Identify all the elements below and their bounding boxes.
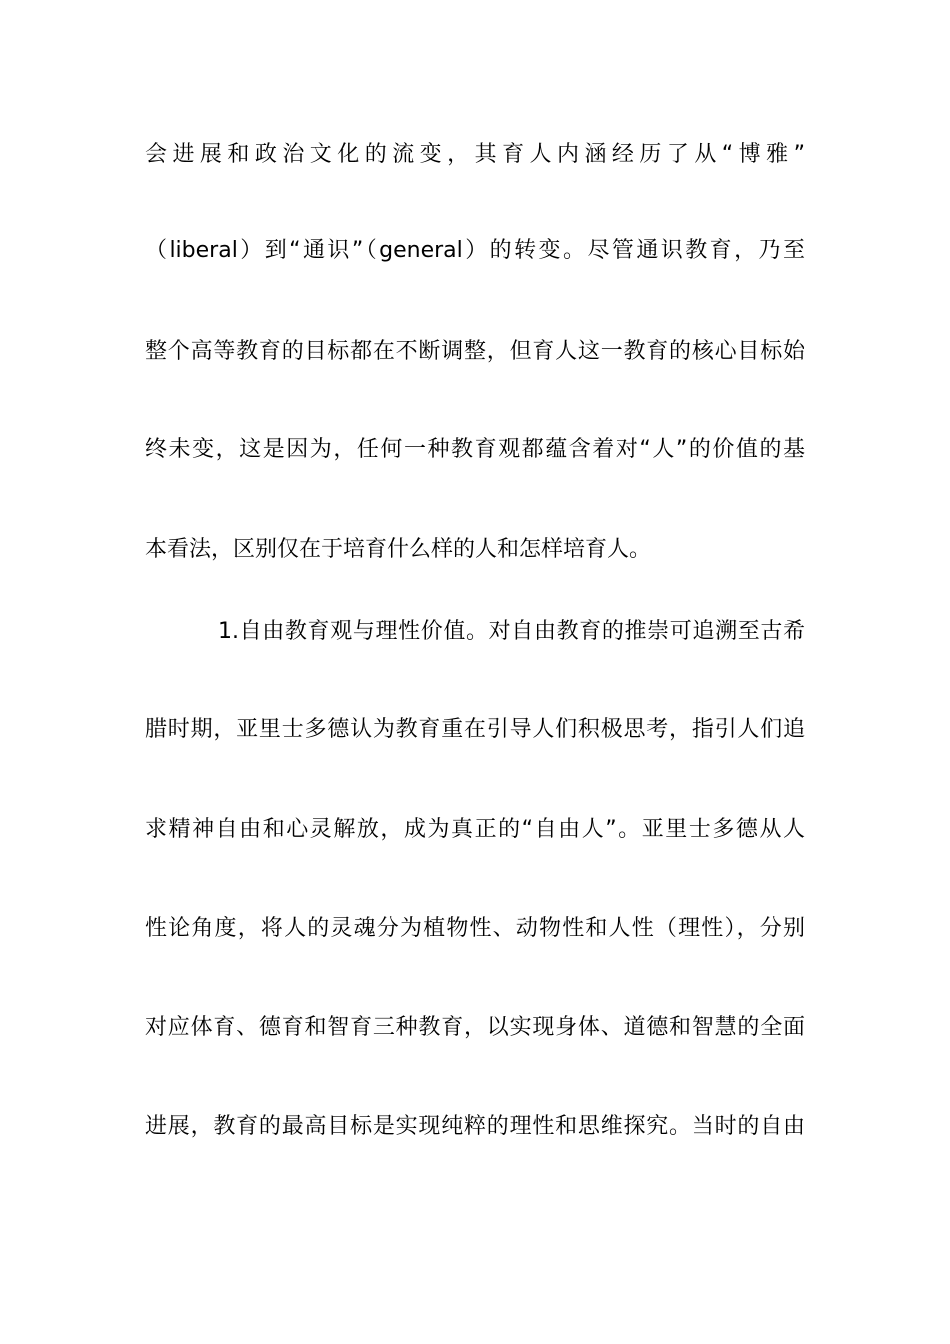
paragraph-line-10: 对应体育、德育和智育三种教育，以实现身体、道德和智慧的全面 — [145, 1015, 805, 1040]
paragraph-line-3: 整个高等教育的目标都在不断调整，但育人这一教育的核心目标始 — [145, 339, 805, 364]
paragraph-line-2: （liberal）到“通识”（general）的转变。尽管通识教育，乃至 — [145, 238, 805, 263]
paragraph-line-4: 终未变，这是因为，任何一种教育观都蕴含着对“人”的价值的基 — [145, 437, 805, 462]
paragraph-line-5: 本看法，区别仅在于培育什么样的人和怎样培育人。 — [145, 537, 652, 562]
paragraph-line-8: 求精神自由和心灵解放，成为真正的“自由人”。亚里士多德从人 — [145, 817, 805, 842]
paragraph-line-6: 1.自由教育观与理性价值。对自由教育的推崇可追溯至古希 — [218, 619, 805, 644]
paragraph-line-7: 腊时期，亚里士多德认为教育重在引导人们积极思考，指引人们追 — [145, 717, 805, 742]
paragraph-line-9: 性论角度，将人的灵魂分为植物性、动物性和人性（理性），分别 — [145, 916, 805, 941]
paragraph-line-1: 会进展和政治文化的流变，其育人内涵经历了从“博雅” — [145, 142, 805, 167]
paragraph-line-11: 进展，教育的最高目标是实现纯粹的理性和思维探究。当时的自由 — [145, 1114, 805, 1139]
